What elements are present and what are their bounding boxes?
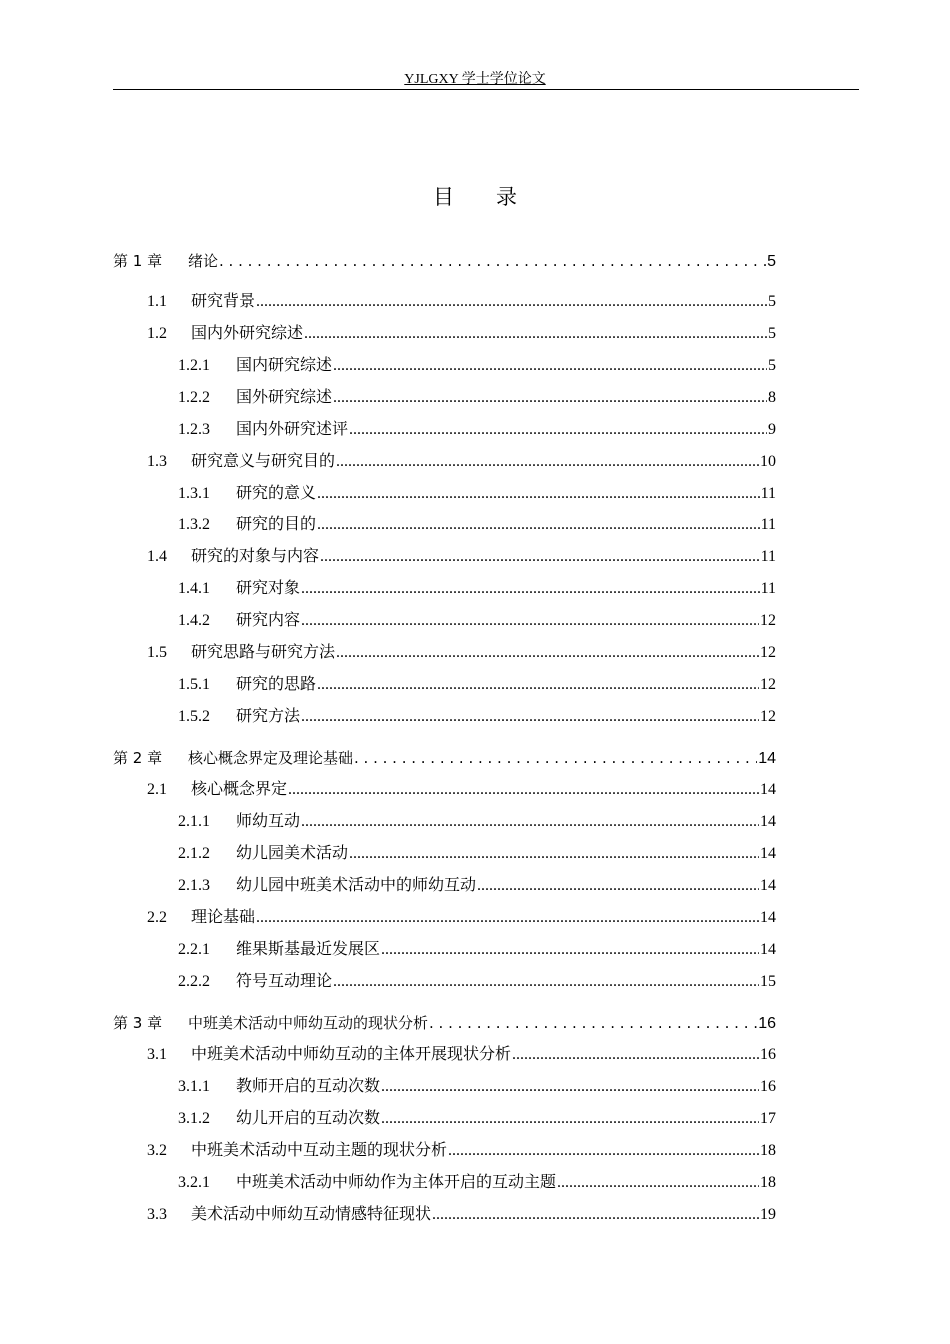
- toc-dot-leader: [301, 811, 759, 833]
- toc-dot-leader: [429, 1012, 757, 1034]
- toc-entry[interactable]: [178, 706, 776, 728]
- toc-entry[interactable]: [147, 1140, 776, 1162]
- toc-dot-leader: [317, 674, 759, 696]
- toc-entry-page: 16: [760, 1078, 776, 1095]
- toc-dot-leader: [336, 451, 759, 473]
- toc-entry-title: 国内研究综述: [236, 357, 333, 374]
- toc-entry-page: 16: [760, 1046, 776, 1063]
- toc-dot-leader: [304, 323, 767, 345]
- toc-entry-number: 1.4.2: [178, 612, 210, 629]
- toc-entry-title: 国内外研究综述: [191, 325, 304, 342]
- toc-entry[interactable]: [178, 1172, 776, 1194]
- toc-entry-page: 11: [760, 580, 776, 597]
- toc-entry-number: 1.5.1: [178, 676, 210, 693]
- toc-entry-number: 1.4: [147, 548, 167, 565]
- toc-entry-number: 第 1 章: [113, 252, 163, 270]
- toc-entry-title: 维果斯基最近发展区: [236, 941, 381, 958]
- toc-entry-title: 绪论: [188, 252, 219, 270]
- toc-dot-leader: [354, 747, 757, 769]
- toc-entry-page: 17: [760, 1110, 776, 1127]
- toc-entry-number: 1.5: [147, 644, 167, 661]
- toc-entry[interactable]: [178, 1076, 776, 1098]
- toc-entry[interactable]: [178, 483, 776, 505]
- toc-entry-number: 1.3.2: [178, 516, 210, 533]
- toc-entry-title: 国外研究综述: [236, 389, 333, 406]
- toc-entry-page: 5: [768, 325, 776, 342]
- toc-entry[interactable]: [113, 747, 776, 769]
- toc-dot-leader: [317, 514, 760, 536]
- toc-dot-leader: [448, 1140, 759, 1162]
- toc-entry-title: 核心概念界定: [191, 781, 288, 798]
- toc-entry-title: 美术活动中师幼互动情感特征现状: [191, 1206, 432, 1223]
- toc-entry-title: 研究内容: [236, 612, 301, 629]
- toc-entry[interactable]: [178, 514, 776, 536]
- toc-entry-page: 8: [768, 389, 776, 406]
- toc-entry-number: 2.2.2: [178, 973, 210, 990]
- toc-entry-title: 中班美术活动中互动主题的现状分析: [191, 1142, 448, 1159]
- toc-entry[interactable]: [178, 419, 776, 441]
- toc-entry[interactable]: [178, 1108, 776, 1130]
- toc-entry-page: 18: [760, 1174, 776, 1191]
- toc-entry-number: 2.1.1: [178, 813, 210, 830]
- toc-entry-title: 研究意义与研究目的: [191, 453, 336, 470]
- toc-entry-title: 研究的思路: [236, 676, 317, 693]
- toc-entry[interactable]: [178, 610, 776, 632]
- toc-entry[interactable]: [178, 971, 776, 993]
- toc-entry[interactable]: [178, 578, 776, 600]
- toc-entry-number: 2.2: [147, 909, 167, 926]
- toc-dot-leader: [256, 291, 767, 313]
- toc-entry-page: 18: [760, 1142, 776, 1159]
- toc-entry-page: 16: [758, 1015, 776, 1032]
- toc-entry[interactable]: [147, 1204, 776, 1226]
- toc-entry-number: 第 2 章: [113, 749, 163, 767]
- toc-entry-page: 5: [768, 357, 776, 374]
- toc-entry[interactable]: [147, 779, 776, 801]
- toc-entry-title: 符号互动理论: [236, 973, 333, 990]
- toc-entry[interactable]: [178, 674, 776, 696]
- toc-dot-leader: [320, 546, 760, 568]
- toc-entry-page: 14: [758, 750, 776, 767]
- toc-entry-page: 5: [768, 293, 776, 310]
- toc-dot-leader: [557, 1172, 759, 1194]
- toc-dot-leader: [512, 1044, 759, 1066]
- toc-entry[interactable]: [113, 1012, 776, 1034]
- toc-entry-page: 14: [760, 877, 776, 894]
- toc-dot-leader: [336, 642, 759, 664]
- toc-entry-number: 1.2.3: [178, 421, 210, 438]
- toc-entry-title: 师幼互动: [236, 813, 301, 830]
- toc-entry[interactable]: [147, 546, 776, 568]
- toc-dot-leader: [317, 483, 760, 505]
- toc-entry[interactable]: [147, 451, 776, 473]
- toc-entry-page: 15: [760, 973, 776, 990]
- toc-entry-number: 1.3: [147, 453, 167, 470]
- toc-dot-leader: [288, 779, 759, 801]
- toc-entry-page: 14: [760, 941, 776, 958]
- toc-entry-page: 19: [760, 1206, 776, 1223]
- toc-entry-page: 12: [760, 612, 776, 629]
- toc-entry-title: 研究思路与研究方法: [191, 644, 336, 661]
- toc-dot-leader: [333, 355, 767, 377]
- toc-dot-leader: [381, 939, 759, 961]
- toc-entry[interactable]: [178, 939, 776, 961]
- toc-entry[interactable]: [178, 355, 776, 377]
- toc-entry-page: 11: [760, 548, 776, 565]
- toc-entry-title: 教师开启的互动次数: [236, 1078, 381, 1095]
- toc-entry[interactable]: [147, 642, 776, 664]
- toc-entry[interactable]: [147, 323, 776, 345]
- toc-entry-page: 14: [760, 845, 776, 862]
- toc-dot-leader: [219, 250, 766, 272]
- toc-entry-title: 研究对象: [236, 580, 301, 597]
- toc-entry-title: 中班美术活动中师幼互动的主体开展现状分析: [191, 1046, 512, 1063]
- toc-entry-title: 研究的目的: [236, 516, 317, 533]
- toc-entry-page: 14: [760, 813, 776, 830]
- toc-entry-page: 14: [760, 781, 776, 798]
- toc-entry-title: 国内外研究述评: [236, 421, 349, 438]
- toc-entry[interactable]: [147, 1044, 776, 1066]
- toc-entry[interactable]: [113, 250, 776, 272]
- toc-entry-number: 3.2: [147, 1142, 167, 1159]
- toc-entry-title: 研究的意义: [236, 485, 317, 502]
- toc-entry-number: 1.5.2: [178, 708, 210, 725]
- toc-entry-title: 研究的对象与内容: [191, 548, 320, 565]
- toc-entry[interactable]: [178, 843, 776, 865]
- toc-entry-title: 幼儿开启的互动次数: [236, 1110, 381, 1127]
- toc-dot-leader: [301, 706, 759, 728]
- toc-dot-leader: [477, 875, 759, 897]
- toc-entry-title: 幼儿园美术活动: [236, 845, 349, 862]
- toc-entry[interactable]: [178, 387, 776, 409]
- toc-dot-leader: [381, 1076, 759, 1098]
- toc-dot-leader: [432, 1204, 759, 1226]
- toc-entry-number: 3.1.2: [178, 1110, 210, 1127]
- toc-entry-page: 12: [760, 676, 776, 693]
- toc-entry[interactable]: [147, 907, 776, 929]
- toc-entry-title: 核心概念界定及理论基础: [188, 749, 354, 767]
- toc-entry-title: 中班美术活动中师幼作为主体开启的互动主题: [236, 1174, 557, 1191]
- toc-entry-number: 3.2.1: [178, 1174, 210, 1191]
- toc-entry-page: 12: [760, 708, 776, 725]
- toc-entry-title: 研究背景: [191, 293, 256, 310]
- toc-entry-number: 1.1: [147, 293, 167, 310]
- toc-entry-page: 9: [768, 421, 776, 438]
- toc-entry-title: 幼儿园中班美术活动中的师幼互动: [236, 877, 477, 894]
- toc-entry-number: 3.3: [147, 1206, 167, 1223]
- toc-entry-page: 11: [760, 485, 776, 502]
- toc-dot-leader: [349, 419, 767, 441]
- toc-title: 目录: [433, 185, 559, 209]
- toc-entry-number: 2.2.1: [178, 941, 210, 958]
- toc-entry[interactable]: [178, 811, 776, 833]
- toc-entry-page: 5: [767, 253, 776, 270]
- toc-dot-leader: [349, 843, 759, 865]
- toc-dot-leader: [333, 971, 759, 993]
- toc-entry-page: 11: [760, 516, 776, 533]
- toc-entry-title: 中班美术活动中师幼互动的现状分析: [188, 1014, 429, 1032]
- toc-entry-number: 1.2.2: [178, 389, 210, 406]
- toc-entry-number: 第 3 章: [113, 1014, 163, 1032]
- toc-entry-page: 14: [760, 909, 776, 926]
- toc-entry-number: 1.4.1: [178, 580, 210, 597]
- header-text: YJLGXY 学士学位论文: [404, 72, 546, 87]
- toc-entry-page: 12: [760, 644, 776, 661]
- toc-entry-title: 理论基础: [191, 909, 256, 926]
- toc-entry[interactable]: [178, 875, 776, 897]
- toc-entry-number: 1.3.1: [178, 485, 210, 502]
- toc-entry-number: 2.1: [147, 781, 167, 798]
- toc-dot-leader: [301, 610, 759, 632]
- toc-dot-leader: [381, 1108, 759, 1130]
- toc-dot-leader: [256, 907, 759, 929]
- toc-entry-number: 1.2: [147, 325, 167, 342]
- toc-entry-number: 2.1.2: [178, 845, 210, 862]
- toc-entry-number: 3.1: [147, 1046, 167, 1063]
- toc-dot-leader: [333, 387, 767, 409]
- toc-entry-number: 2.1.3: [178, 877, 210, 894]
- toc-entry-page: 10: [760, 453, 776, 470]
- toc-entry-number: 1.2.1: [178, 357, 210, 374]
- toc-dot-leader: [301, 578, 760, 600]
- toc-entry[interactable]: [147, 291, 776, 313]
- toc-entry-title: 研究方法: [236, 708, 301, 725]
- toc-entry-number: 3.1.1: [178, 1078, 210, 1095]
